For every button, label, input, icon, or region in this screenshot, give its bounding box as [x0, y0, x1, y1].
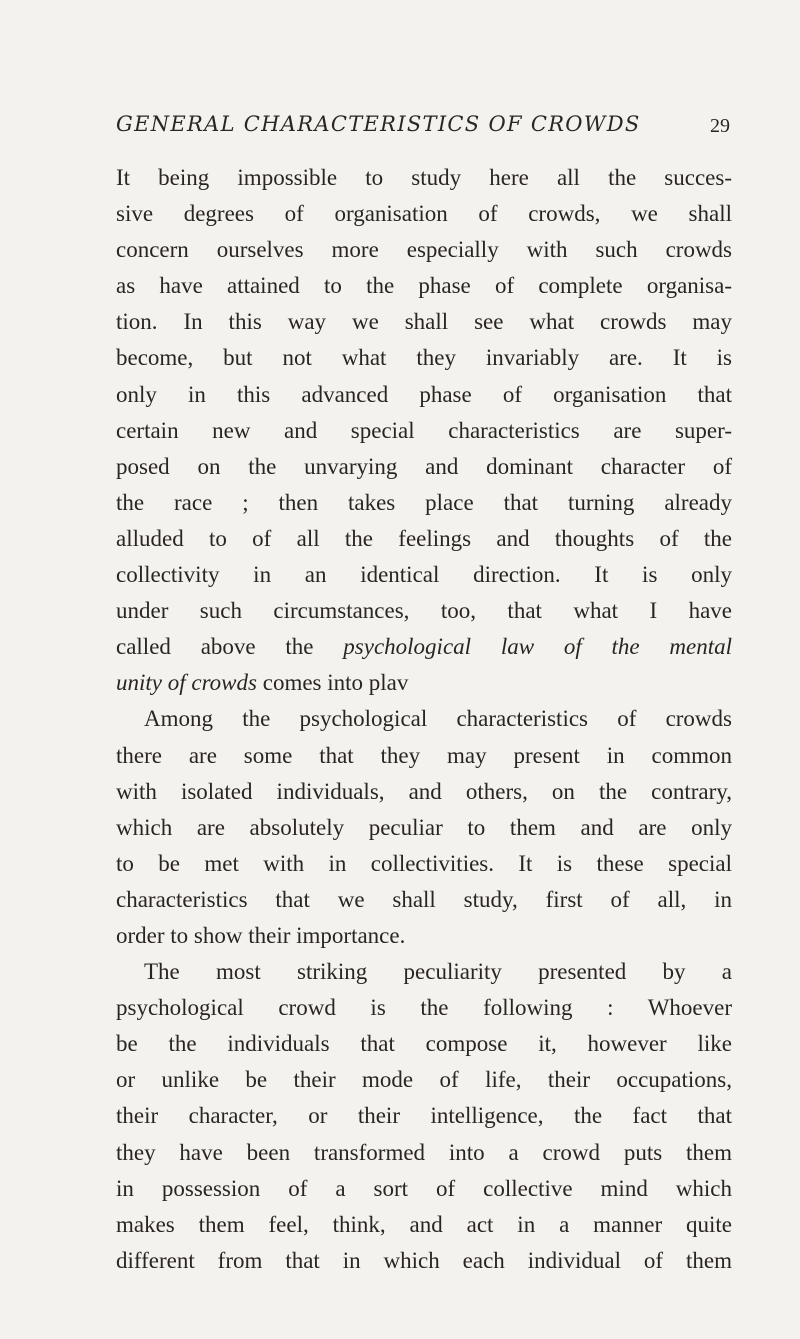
italic-phrase: psychological law of the mental — [343, 634, 733, 660]
text-line: to be met with in collectivities. It is these special — [116, 850, 732, 876]
text-line: makes them feel, think, and act in a manner quite — [116, 1211, 732, 1237]
text-line: be the individuals that compose it, however like — [116, 1031, 732, 1057]
text-line: they have been transformed into a crowd puts them — [116, 1139, 732, 1165]
text-line: there are some that they may present in common — [116, 742, 732, 768]
text-segment: comes into plav — [262, 670, 409, 696]
text-line: Among the psychological characteristics of crowds — [144, 706, 732, 732]
text-line: in possession of a sort of collective mind which — [116, 1175, 732, 1201]
page-number: 29 — [710, 115, 730, 137]
text-line: with isolated individuals, and others, on the contrary, — [116, 778, 732, 804]
text-line: The most striking peculiarity presented by a — [144, 959, 732, 985]
text-line: the race ; then takes place that turning already — [116, 489, 732, 515]
text-line: under such circumstances, too, that what I have — [116, 598, 732, 624]
text-line: collectivity in an identical direction. It is only — [116, 562, 732, 588]
text-line — [116, 629, 732, 665]
italic-phrase: unity of crowds — [116, 670, 257, 696]
text-line: It being impossible to study here all the succes- — [116, 165, 732, 190]
text-segment: called above the — [116, 634, 314, 660]
text-line: posed on the unvarying and dominant character of — [116, 453, 732, 479]
body-text — [116, 160, 732, 1279]
text-line: alluded to of all the feelings and thoughts of the — [116, 525, 732, 551]
text-line: their character, or their intelligence, the fact that — [116, 1103, 732, 1129]
text-line: become, but not what they invariably are. It is — [116, 345, 732, 371]
text-line: as have attained to the phase of complete organisa- — [116, 273, 732, 299]
text-line: order to show their importance. — [116, 922, 406, 948]
text-line: sive degrees of organisation of crowds, we shall — [116, 201, 732, 227]
running-title: GENERAL CHARACTERISTICS OF CROWDS — [116, 112, 641, 136]
text-line: psychological crowd is the following : Whoever — [116, 995, 732, 1021]
text-line — [116, 665, 732, 701]
text-line: different from that in which each individual of them — [116, 1247, 732, 1273]
text-line: certain new and special characteristics are super- — [116, 417, 732, 443]
text-line: concern ourselves more especially with such crowds — [116, 237, 732, 263]
text-line: only in this advanced phase of organisation that — [116, 381, 732, 407]
text-line: characteristics that we shall study, first of all, in — [116, 886, 732, 912]
text-line: which are absolutely peculiar to them and are only — [116, 814, 732, 840]
text-line: tion. In this way we shall see what crowds may — [116, 309, 732, 335]
text-line: or unlike be their mode of life, their occupations, — [116, 1067, 732, 1093]
running-head — [116, 112, 730, 148]
